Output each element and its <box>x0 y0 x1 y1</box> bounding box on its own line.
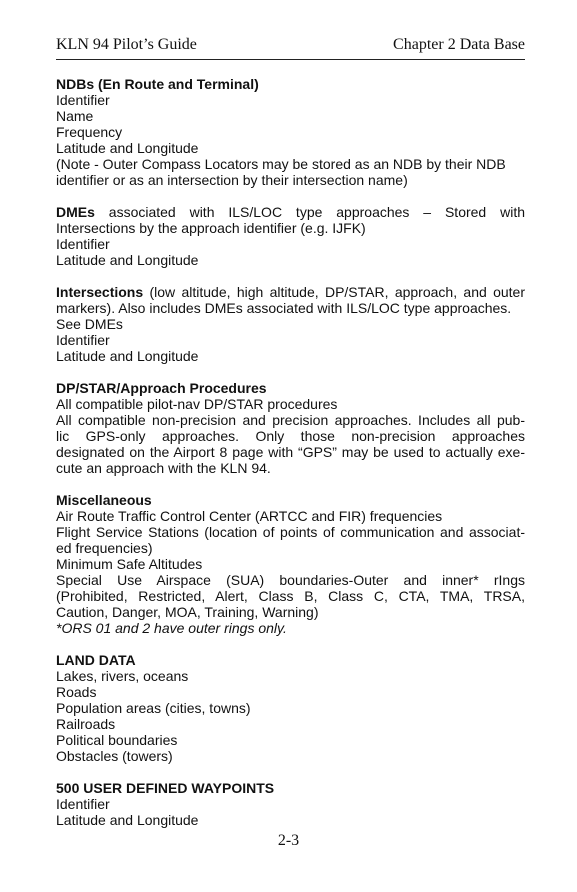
list-item: Special Use Airspace (SUA) boundaries-Outer and inner* rIngs <box>56 572 525 588</box>
section-heading: DP/STAR/Approach Procedures <box>56 380 267 396</box>
list-item: Lakes, rivers, oceans <box>56 668 189 684</box>
section-heading: DMEs <box>56 204 95 220</box>
list-item: Latitude and Longitude <box>56 252 199 268</box>
list-item: Identifier <box>56 92 110 108</box>
list-item: Roads <box>56 684 97 700</box>
list-item: Flight Service Stations (location of points of communication and associat- <box>56 524 525 540</box>
section-intro-line <box>56 204 525 220</box>
section-intersections <box>56 284 525 364</box>
list-item: Political boundaries <box>56 732 178 748</box>
section-ndb <box>56 76 525 188</box>
header-chapter-title: Chapter 2 Data Base <box>393 36 525 53</box>
section-heading: Miscellaneous <box>56 492 152 508</box>
list-item: Name <box>56 108 94 124</box>
section-heading: 500 USER DEFINED WAYPOINTS <box>56 780 275 796</box>
list-item: Identifier <box>56 236 110 252</box>
note-line: (Note - Outer Compass Locators may be stored as an NDB by their NDB <box>56 156 506 172</box>
list-item: Population areas (cities, towns) <box>56 700 251 716</box>
section-user-waypoints <box>56 780 525 828</box>
list-item: Latitude and Longitude <box>56 348 199 364</box>
list-item: Air Route Traffic Control Center (ARTCC and FIR) frequencies <box>56 508 443 524</box>
section-procedures <box>56 380 525 476</box>
section-heading-rest: (low altitude, high altitude, DP/STAR, approach, and outer <box>143 284 525 300</box>
header-rule <box>56 59 525 60</box>
list-item: ed frequencies) <box>56 540 153 556</box>
list-item: Obstacles (towers) <box>56 748 173 764</box>
list-item: Caution, Danger, MOA, Training, Warning) <box>56 604 319 620</box>
paragraph-line: All compatible non-precision and precision approaches. Includes all pub- <box>56 412 525 428</box>
list-item: Identifier <box>56 796 110 812</box>
running-header <box>56 34 525 56</box>
section-heading: Intersections <box>56 284 144 300</box>
list-item: markers). Also includes DMEs associated with ILS/LOC type approaches. <box>56 300 512 316</box>
section-heading: LAND DATA <box>56 652 136 668</box>
list-item: See DMEs <box>56 316 123 332</box>
list-item: All compatible pilot-nav DP/STAR procedures <box>56 396 338 412</box>
list-item: Railroads <box>56 716 116 732</box>
paragraph-line: cute an approach with the KLN 94. <box>56 460 271 476</box>
paragraph-line: lic GPS-only approaches. Only those non-precision approaches <box>56 428 525 444</box>
section-heading-rest: associated with ILS/LOC type approaches – Stored with <box>94 204 525 220</box>
footnote: *ORS 01 and 2 have outer rings only. <box>56 620 287 636</box>
list-item: Frequency <box>56 124 123 140</box>
section-land-data <box>56 652 525 764</box>
note-line: identifier or as an intersection by their intersection name) <box>56 172 408 188</box>
list-item: (Prohibited, Restricted, Alert, Class B, Class C, CTA, TMA, TRSA, <box>56 588 525 604</box>
list-item: Intersections by the approach identifier (e.g. IJFK) <box>56 220 366 236</box>
list-item: Minimum Safe Altitudes <box>56 556 203 572</box>
header-guide-title: KLN 94 Pilot’s Guide <box>56 36 197 53</box>
section-heading: NDBs (En Route and Terminal) <box>56 76 259 92</box>
list-item: Latitude and Longitude <box>56 140 199 156</box>
page-number: 2-3 <box>277 832 300 849</box>
section-intro-line <box>56 284 525 300</box>
section-misc <box>56 492 525 636</box>
paragraph-line: designated on the Airport 8 page with “GPS” may be used to actually exe- <box>56 444 525 460</box>
list-item: Latitude and Longitude <box>56 812 199 828</box>
page-body <box>56 76 525 844</box>
list-item: Identifier <box>56 332 110 348</box>
section-dme <box>56 204 525 268</box>
